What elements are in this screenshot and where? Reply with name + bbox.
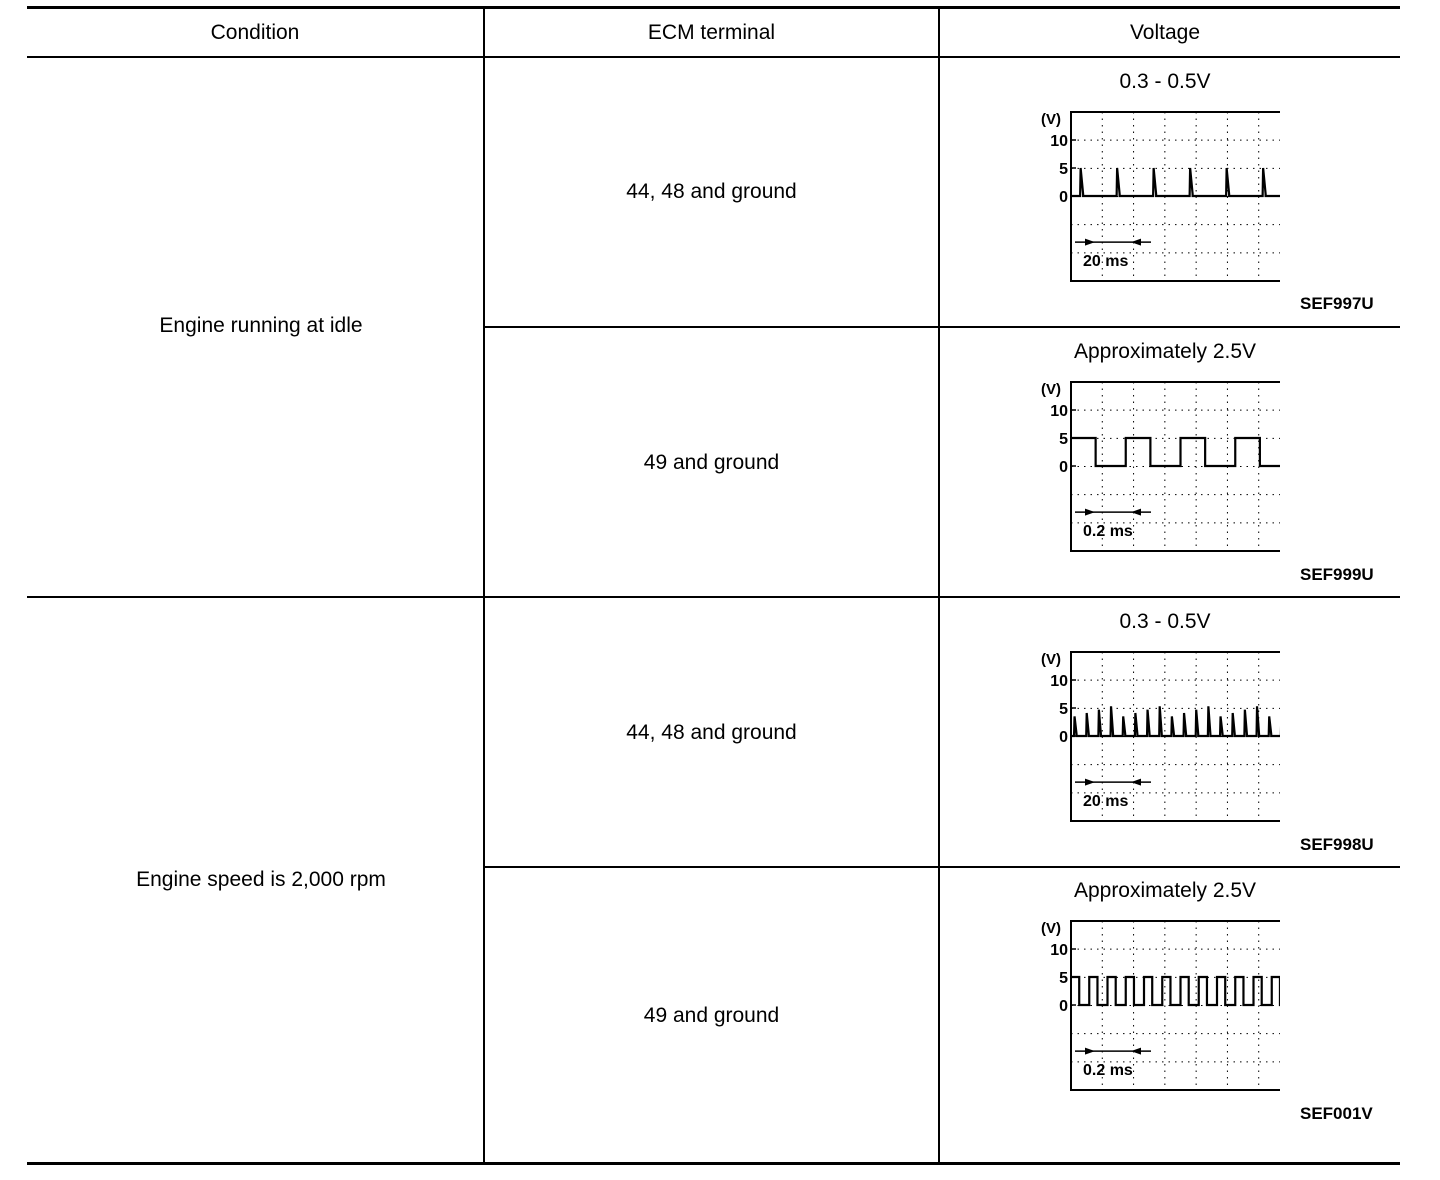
y-tick-label: 10 xyxy=(1050,403,1068,420)
figure-code-row-4: SEF001V xyxy=(1300,1104,1373,1123)
figure-code-row-3: SEF998U xyxy=(1300,835,1374,854)
oscilloscope-trace-row-3 xyxy=(1040,640,1280,830)
y-tick-label: 5 xyxy=(1059,431,1068,448)
row-divider-1 xyxy=(485,326,1400,328)
table-bottom-rule xyxy=(27,1162,1400,1165)
time-base-arrowhead xyxy=(1085,239,1095,246)
figure-code-row-2: SEF999U xyxy=(1300,565,1374,584)
time-base-label: 0.2 ms xyxy=(1083,523,1133,541)
y-unit-label: (V) xyxy=(1041,381,1061,398)
y-tick-label: 0 xyxy=(1059,729,1068,746)
waveform-trace xyxy=(1071,168,1280,196)
voltage-label-row-3: 0.3 - 0.5V xyxy=(1119,610,1211,633)
header-ecm-terminal: ECM terminal xyxy=(647,21,776,44)
y-tick-label: 10 xyxy=(1050,133,1068,150)
terminal-row-2: 49 and ground xyxy=(643,451,780,474)
oscilloscope-trace-row-4 xyxy=(1040,909,1280,1099)
time-base-arrowhead xyxy=(1131,239,1141,246)
time-base-label: 0.2 ms xyxy=(1083,1062,1133,1080)
waveform-trace xyxy=(1071,438,1280,466)
oscilloscope-trace-row-2 xyxy=(1040,370,1280,560)
terminal-row-4: 49 and ground xyxy=(643,1004,780,1027)
time-base-arrowhead xyxy=(1085,1048,1095,1055)
y-unit-label: (V) xyxy=(1041,111,1061,128)
figure-code-row-1: SEF997U xyxy=(1300,294,1374,313)
time-base-arrowhead xyxy=(1131,779,1141,786)
time-base-arrowhead xyxy=(1131,509,1141,516)
y-tick-label: 0 xyxy=(1059,189,1068,206)
time-base-arrowhead xyxy=(1085,779,1095,786)
header-voltage: Voltage xyxy=(1129,21,1201,44)
oscilloscope-trace-row-1 xyxy=(1040,100,1280,290)
condition-2000rpm: Engine speed is 2,000 rpm xyxy=(136,868,386,891)
header-bottom-rule xyxy=(27,56,1400,58)
voltage-label-row-1: 0.3 - 0.5V xyxy=(1119,70,1211,93)
waveform-trace xyxy=(1071,977,1280,1005)
column-divider-2 xyxy=(938,8,940,1164)
condition-idle: Engine running at idle xyxy=(159,314,363,337)
y-tick-label: 0 xyxy=(1059,459,1068,476)
header-condition: Condition xyxy=(210,21,300,44)
y-tick-label: 5 xyxy=(1059,970,1068,987)
voltage-label-row-2: Approximately 2.5V xyxy=(1073,340,1257,363)
row-divider-3 xyxy=(485,866,1400,868)
time-base-label: 20 ms xyxy=(1083,793,1129,811)
y-tick-label: 5 xyxy=(1059,701,1068,718)
y-unit-label: (V) xyxy=(1041,651,1061,668)
y-tick-label: 10 xyxy=(1050,942,1068,959)
table-top-rule xyxy=(27,6,1400,9)
voltage-label-row-4: Approximately 2.5V xyxy=(1073,879,1257,902)
y-unit-label: (V) xyxy=(1041,920,1061,937)
time-base-arrowhead xyxy=(1085,509,1095,516)
y-tick-label: 10 xyxy=(1050,673,1068,690)
group-divider xyxy=(27,596,1400,598)
terminal-row-3: 44, 48 and ground xyxy=(626,721,797,744)
y-tick-label: 0 xyxy=(1059,998,1068,1015)
time-base-label: 20 ms xyxy=(1083,253,1129,271)
terminal-row-1: 44, 48 and ground xyxy=(626,180,797,203)
time-base-arrowhead xyxy=(1131,1048,1141,1055)
y-tick-label: 5 xyxy=(1059,161,1068,178)
